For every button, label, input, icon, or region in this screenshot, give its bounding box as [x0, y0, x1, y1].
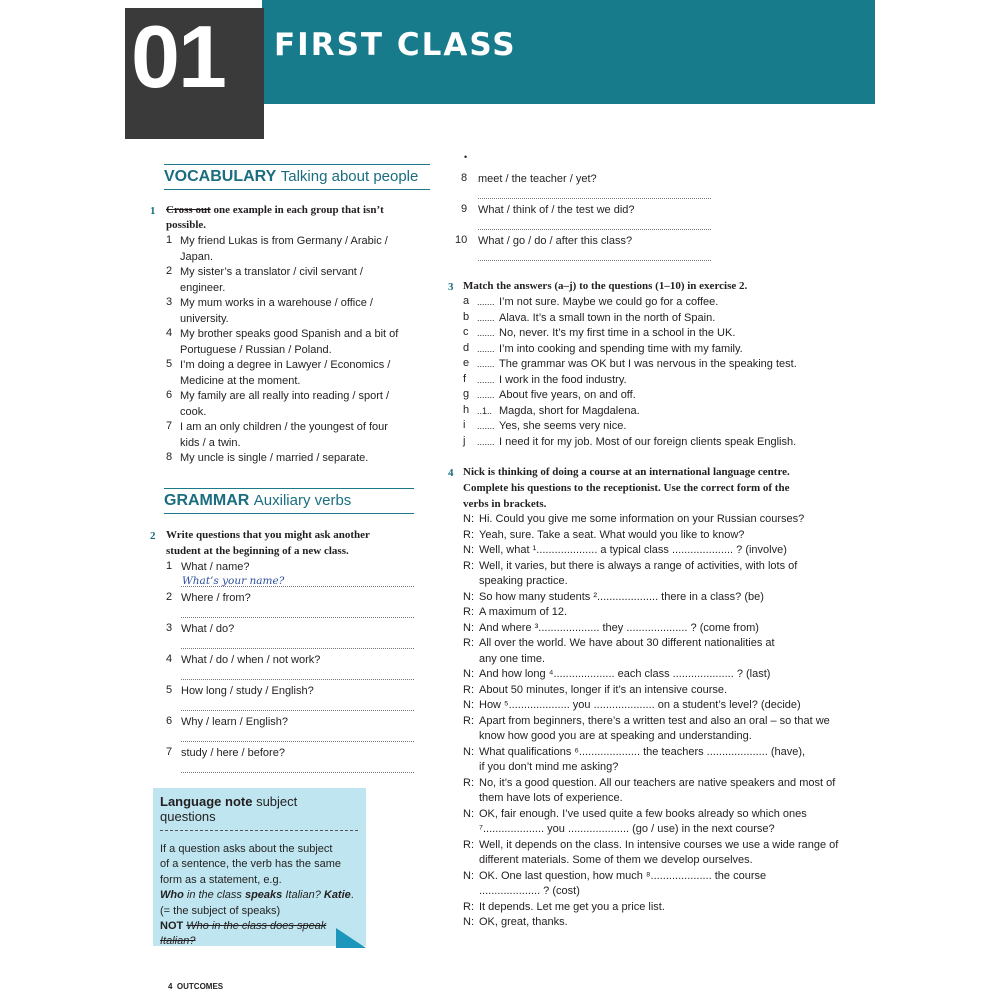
language-note-line-3: form as a statement, e.g. [160, 874, 282, 886]
exercise-4-instruction-line3: verbs in brackets. [463, 498, 547, 510]
speaker-label: R: [463, 559, 474, 572]
item-number: 6 [166, 389, 173, 401]
answer-line[interactable] [478, 197, 711, 199]
answer-line[interactable] [181, 585, 414, 587]
item-number: 4 [166, 327, 173, 339]
bullet-mark: • [464, 152, 468, 162]
dialogue-line: Hi. Could you give me some information on your Russian courses? [479, 513, 805, 525]
dialogue-line: Well, it varies, but there is always a range of activities, with lots of [479, 559, 798, 572]
language-note-divider [160, 830, 358, 831]
speaker-label: N: [463, 668, 474, 680]
vocabulary-heading-title: VOCABULARY [164, 168, 277, 185]
item-letter: i [463, 419, 466, 431]
item-number: 7 [166, 746, 173, 758]
question-prompt: What / think of / the test we did? [478, 204, 635, 216]
speaker-label: R: [463, 528, 474, 541]
item-number: 1 [166, 560, 173, 572]
item-letter: d [463, 341, 470, 354]
dialogue-line: All over the world. We have about 30 different nationalities at [479, 637, 775, 649]
vocabulary-item-text: I am an only children / the youngest of four [180, 421, 388, 433]
dialogue-line: About 50 minutes, longer if it’s an intensive course. [479, 683, 728, 696]
question-prompt: What / do / when / not work? [181, 654, 321, 666]
language-note-line-1: If a question asks about the subject [160, 843, 333, 855]
dialogue-line: them have lots of experience. [479, 792, 623, 804]
answer-line[interactable] [181, 647, 414, 649]
dialogue-line: A maximum of 12. [479, 606, 568, 618]
item-number: 7 [166, 420, 173, 432]
item-letter: a [463, 295, 470, 307]
grammar-heading-title: GRAMMAR [164, 492, 250, 509]
dialogue-line: Yeah, sure. Take a seat. What would you like to know? [479, 528, 745, 541]
dialogue-line: What qualifications ⁶.................... the teachers .................... (have), [479, 745, 806, 758]
answer-blank[interactable]: ....... [477, 343, 495, 354]
item-letter: f [463, 372, 467, 385]
dialogue-line: How ⁵.................... you .................... on a student’s level? (decide) [479, 699, 801, 711]
vocabulary-item-text: My brother speaks good Spanish and a bit of [180, 328, 399, 340]
exercise-4-instruction-line1: Nick is thinking of doing a course at an international language centre. [463, 466, 790, 478]
language-note-paren: (= the subject of speaks) [160, 905, 281, 917]
answer-line[interactable] [181, 678, 414, 680]
dialogue-line: Apart from beginners, there’s a written test and also an oral – so that we [479, 714, 830, 727]
dialogue-line: Well, what ¹.................... a typical class .................... ? (involve) [479, 544, 787, 556]
item-letter: b [463, 310, 470, 323]
item-number: 3 [166, 296, 173, 308]
question-prompt: study / here / before? [181, 747, 285, 759]
answer-text: I work in the food industry. [499, 373, 627, 386]
dialogue-line: And where ³.................... they .................... ? (come from) [479, 621, 759, 634]
handwritten-answer: What’s your name? [182, 575, 285, 587]
book-title: OUTCOMES [176, 982, 224, 991]
vocabulary-heading [164, 164, 430, 190]
dialogue-line: And how long ⁴.................... each class .................... ? (last) [479, 668, 771, 680]
item-letter: e [463, 357, 470, 369]
vocabulary-item-text: My sister’s a translator / civil servant / [180, 266, 363, 278]
item-number: 5 [166, 684, 173, 696]
item-number: 1 [166, 234, 173, 246]
vocabulary-item-text: kids / a twin. [180, 436, 241, 449]
vocabulary-item-text: cook. [180, 405, 207, 418]
item-letter: j [463, 434, 466, 447]
answer-line[interactable] [181, 771, 414, 773]
speaker-label: N: [463, 621, 474, 634]
item-letter: h [463, 403, 470, 416]
item-letter: g [463, 388, 470, 400]
vocabulary-item-text: Japan. [180, 250, 214, 263]
speaker-label: N: [463, 869, 474, 882]
dialogue-line: Well, it depends on the class. In intensive courses we use a wide range of [479, 838, 839, 851]
dialogue-line: OK. One last question, how much ⁸.................... the course [479, 869, 767, 882]
question-prompt: How long / study / English? [181, 685, 314, 697]
vocabulary-heading-subtitle: Talking about people [280, 168, 419, 185]
item-letter: c [463, 326, 469, 338]
vocabulary-item-text: My uncle is single / married / separate. [180, 452, 369, 464]
language-note-example: Who in the class speaks Italian? Katie. [160, 889, 354, 901]
unit-title: FIRST CLASS [274, 27, 517, 63]
item-number: 3 [166, 622, 173, 634]
speaker-label: R: [463, 606, 474, 618]
answer-text: I’m not sure. Maybe we could go for a coffee. [499, 296, 719, 308]
speaker-label: N: [463, 807, 474, 820]
answer-blank[interactable]: ....... [477, 297, 495, 307]
speaker-label: N: [463, 513, 474, 525]
answer-blank[interactable]: ....... [477, 374, 495, 385]
item-number: 8 [166, 451, 173, 463]
answer-line[interactable] [181, 709, 414, 711]
unit-number: 01 [131, 7, 225, 106]
exercise-1-instruction: Cross out one example in each group that isn’t [166, 204, 384, 216]
item-number: 10 [455, 234, 468, 246]
grammar-heading-subtitle: Auxiliary verbs [253, 492, 352, 509]
page-footer [168, 982, 223, 991]
question-prompt: What / do? [181, 623, 235, 635]
dialogue-line: speaking practice. [479, 575, 568, 587]
answer-blank[interactable]: ....... [477, 328, 495, 338]
vocabulary-item-text: My friend Lukas is from Germany / Arabic / [180, 235, 388, 247]
answer-text: About five years, on and off. [499, 389, 636, 401]
dialogue-line: know how good you are at speaking and understanding. [479, 730, 752, 742]
speaker-label: R: [463, 900, 474, 913]
speaker-label: R: [463, 637, 474, 649]
dialogue-line: if you don’t mind me asking? [479, 761, 619, 773]
vocabulary-item-text: Portuguese / Russian / Poland. [180, 343, 332, 356]
speaker-label: N: [463, 745, 474, 758]
vocabulary-item-text: I’m doing a degree in Lawyer / Economics / [180, 359, 391, 371]
dialogue-line: So how many students ².................... there in a class? (be) [479, 590, 764, 603]
item-number: 2 [166, 265, 173, 277]
dialogue-line: OK, great, thanks. [479, 916, 568, 928]
answer-text: No, never. It’s my first time in a school in the UK. [499, 327, 736, 339]
answer-line[interactable] [478, 259, 711, 261]
dialogue-line: any one time. [479, 652, 546, 665]
answer-text: Yes, she seems very nice. [499, 420, 627, 432]
dialogue-line: different materials. Some of them we develop ourselves. [479, 854, 753, 866]
dialogue-line: ⁷.................... you .................... (go / use) in the next course? [479, 823, 775, 835]
question-prompt: Why / learn / English? [181, 716, 288, 728]
answer-line[interactable] [478, 228, 711, 230]
speaker-label: R: [463, 683, 474, 696]
exercise-2-instruction: Write questions that you might ask another [166, 529, 370, 541]
vocabulary-item-text: My mum works in a warehouse / office / [180, 297, 373, 309]
answer-blank[interactable]: ....... [477, 312, 495, 323]
language-note-line-2: of a sentence, the verb has the same [160, 858, 342, 870]
language-note-not-line2: Italian? [160, 935, 196, 947]
item-number: 6 [166, 715, 173, 727]
item-number: 5 [166, 358, 173, 370]
exercise-3-number: 3 [448, 281, 454, 293]
answer-text: I need it for my job. Most of our foreign clients speak English. [499, 435, 797, 448]
speaker-label: N: [463, 544, 474, 556]
language-note-title: Language note subject questions [160, 794, 298, 824]
exercise-1-number: 1 [150, 205, 156, 217]
dialogue-line: No, it’s a good question. All our teachers are native speakers and most of [479, 776, 836, 789]
speaker-label: N: [463, 916, 474, 928]
item-number: 8 [461, 172, 468, 184]
answer-line[interactable] [181, 616, 414, 618]
answer-blank[interactable]: ....... [477, 436, 495, 447]
dialogue-line: .................... ? (cost) [479, 885, 580, 897]
speaker-label: N: [463, 699, 474, 711]
item-number: 4 [166, 653, 173, 665]
answer-blank[interactable]: ..1.. [477, 405, 493, 416]
answer-text: Alava. It’s a small town in the north of Spain. [499, 311, 716, 324]
answer-blank[interactable]: ....... [477, 390, 495, 400]
exercise-1-instruction-line2: possible. [166, 219, 207, 231]
answer-text: Magda, short for Magdalena. [499, 404, 640, 417]
language-note-not: NOT Who in the class does speak [160, 920, 327, 932]
vocabulary-item-text: university. [180, 312, 229, 325]
page-number: 4 [168, 982, 173, 991]
speaker-label: R: [463, 838, 474, 851]
answer-blank[interactable]: ....... [477, 359, 495, 369]
item-number: 2 [166, 591, 173, 603]
question-prompt: Where / from? [181, 592, 251, 604]
vocabulary-item-text: My family are all really into reading / sport / [180, 390, 390, 402]
dialogue-line: OK, fair enough. I’ve used quite a few books already so which ones [479, 807, 807, 820]
speaker-label: N: [463, 590, 474, 603]
answer-line[interactable] [181, 740, 414, 742]
crossed-out-text: Cross out [166, 204, 211, 216]
vocabulary-item-text: engineer. [180, 281, 226, 294]
grammar-heading [164, 488, 414, 514]
vocabulary-item-text: Medicine at the moment. [180, 374, 301, 387]
speaker-label: R: [463, 714, 474, 727]
exercise-2-number: 2 [150, 530, 156, 542]
exercise-3-instruction: Match the answers (a–j) to the questions (1–10) in exercise 2. [463, 280, 748, 292]
answer-text: I’m into cooking and spending time with my family. [499, 342, 743, 355]
exercise-4-instruction-line2: Complete his questions to the receptionist. Use the correct form of the [463, 482, 790, 494]
answer-text: The grammar was OK but I was nervous in the speaking test. [499, 358, 797, 370]
question-prompt: meet / the teacher / yet? [478, 173, 597, 185]
item-number: 9 [461, 203, 468, 215]
question-prompt: What / go / do / after this class? [478, 235, 633, 247]
exercise-2-instruction-line2: student at the beginning of a new class. [166, 545, 349, 557]
answer-blank[interactable]: ....... [477, 421, 495, 431]
dialogue-line: It depends. Let me get you a price list. [479, 900, 665, 913]
exercise-4-number: 4 [448, 467, 454, 479]
question-prompt: What / name? [181, 561, 250, 573]
speaker-label: R: [463, 776, 474, 789]
page-fold-corner [336, 928, 366, 948]
